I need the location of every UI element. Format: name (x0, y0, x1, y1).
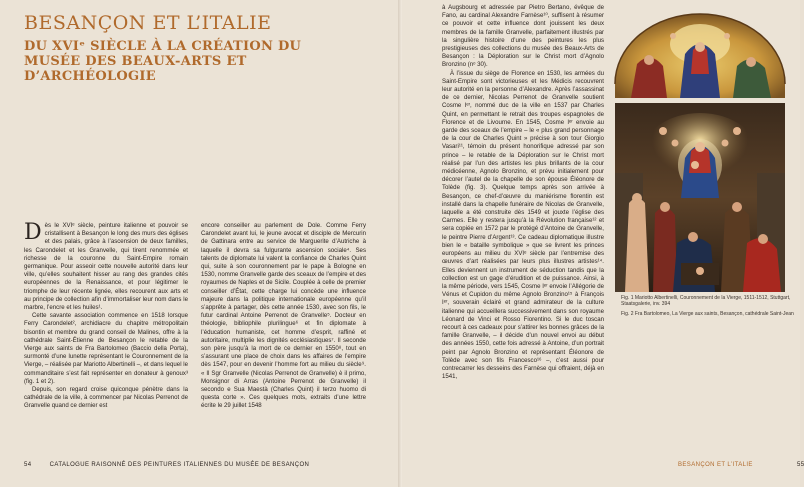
figure-2-altarpiece (615, 103, 785, 292)
paragraph-5: à Augsbourg et adressée par Pietro Bertano, évêque de Fano, au cardinal Alexandre Farnèse¹⁰, suffisent à résumer ce pouvoir et cette influence dont jouissent les deux membres de la famille Granvelle, parfaitement illustrés par la singulière histoire d’une des peintures les plus prestigieuses des collections du musée des Beaux-Arts de Besançon : la Déploration sur le Christ mort d’Agnolo Bronzino (nᵒ 30). (442, 4, 604, 69)
paragraph-1 (24, 222, 188, 312)
drop-cap: D (24, 220, 42, 245)
figure-2-caption: Fig. 2 Fra Bartolomeo, La Vierge aux saints, Besançon, cathédrale Saint-Jean (621, 311, 794, 317)
page-number-left: 54 (24, 462, 32, 468)
paragraph-3: Depuis, son regard croise quiconque pénètre dans la cathédrale de la ville, à commencer par Nicolas Perrenot de Granvelle quand ce dernier est (24, 386, 188, 410)
altarpiece-painting-image (615, 103, 785, 292)
running-title-left: CATALOGUE RAISONNÉ DES PEINTURES ITALIENNES DU MUSÉE DE BESANÇON (49, 462, 310, 468)
figure-1-caption: Fig. 1 Mariotto Albertinelli, Couronnement de la Vierge, 1511-1512, Stuttgart, Staatsgalerie, inv. 394 (621, 295, 791, 308)
left-column-1 (24, 222, 188, 411)
chapter-title: BESANÇON ET L’ITALIE (24, 12, 272, 34)
right-column (442, 4, 604, 381)
folio-left (24, 462, 309, 468)
figure-1-lunette (615, 14, 785, 98)
running-title-right: BESANÇON ET L’ITALIE (678, 462, 753, 468)
left-column-2 (201, 222, 366, 411)
paragraph-6: À l’issue du siège de Florence en 1530, les armées du Saint-Empire sont victorieuses et les Médicis recouvrent leur autorité en la personne d’Alexandre. Après l’assassinat de ce dernier, Nicolas Perrenot de Granvelle soutient Cosme Iᵉʳ, nommé duc de la ville en 1537 par Charles Quint, en permettant le retrait des troupes espagnoles de Florence et de Livourne. En 1545, Cosme Iᵉʳ envoie au garde des sceaux de l’empire – le « plus grand personnage de la cour de Charles Quint » précise à son tour Giorgio Vasari¹¹, témoin du présent honorifique adressé par son prince – le retable de la Déploration sur le Christ mort réalisé par l’un des artistes les plus brillants de la cour médicéenne, Agnolo Bronzino, et prévu initialement pour décorer l’autel de la chapelle de son épouse Éléonore de Tolède (fig. 3). Quelque temps après son arrivée à Besançon, ce chef-d’œuvre du maniérisme florentin est installé dans la chapelle funéraire de Nicolas de Granvelle, laquelle a été construite dès 1549 et jouxte l’église des Carmes. Elle y restera jusqu’à la Révolution française¹² et sera copiée en 1572 par le protégé d’Antoine de Granvelle, le peintre Pierre d’Argent¹³. Ce cadeau diplomatique illustre bien le « bataille symbolique » que se livrent les princes européens au milieu du XVIᵉ siècle par l’entremise des œuvres d’art réalisées par leurs plus illustres artistes¹⁴. Elles deviennent un instrument de séduction tandis que la collection est un gage d’érudition et de puissance. Ainsi, à la même période, vers 1545, Cosme Iᵉʳ envoie l’Allégorie de Vénus et Cupidon du même Agnolo Bronzino¹⁵ à François Iᵉʳ, souverain éclairé et grand admirateur de la culture italienne qui accueillera successivement dans son royaume Léonard de Vinci et Rosso Fiorentino. Si le duc toscan recourt à ces cadeaux pour s’attirer les bonnes grâces de la famille Granvelle, – il décide d’un nouvel envoi au début des années 1550, cette fois adressé à Antoine, d’un portrait peint par Agnolo Bronzino et représentant Éléonore de Tolède avec son fils Francesco¹⁶ –, c’est aussi pour contrecarrer les desseins des Farnèse qui offraient, déjà en 1541, (442, 69, 604, 381)
paragraph-4: encore conseiller au parlement de Dole. Comme Ferry Carondelet avant lui, le jeune avocat et disciple de Mercurin de Gattinara entre au service de Marguerite d’Autriche à laquelle il devra sa fulgurante ascension sociale⁴. Ses talents de diplomate lui valent la confiance de Charles Quint qui, suite à son couronnement par le pape à Bologne en 1530, nomme Granvelle garde des sceaux de l’empire et des royaumes de Naples et de Sicile. Couplée à celle de premier conseiller d’État, cette charge lui concède une influence majeure dans la politique internationale européenne qu’il s’apprête à partager, dès cette année 1530, avec son fils, le futur cardinal Antoine Perrenot de Granvelle⁵. Docteur en théologie, bibliophile plurilingue⁶ et fin diplomate à l’éducation humaniste, cet homme d’esprit, raffiné et autoritaire, multiplie les dignités ecclésiastiques⁷. Il seconde son père jusqu’à la mort de ce dernier en 1550⁸, tout en s’assurant une place de choix dans les affaires de l’empire dès 1547, pour en devenir l’homme fort au milieu du siècle⁹. « Il Sgr Granvelle (Nicolas Perrenot de Granvelle) è il primo, Monsignor di Arras (Antoine Perrenot de Granvelle) il secondo e Sua Maestà (Charles Quint) il terzo huomo di questa corte ». Ces quelques mots, extraits d’une lettre écrite le 29 juillet 1548 (201, 222, 366, 410)
right-page (402, 0, 804, 487)
lunette-painting-image (615, 14, 785, 98)
page-number-right: 55 (796, 462, 804, 468)
chapter-subtitle: DU XVIᵉ SIÈCLE À LA CRÉATION DU MUSÉE DES BEAUX-ARTS ET D’ARCHÉOLOGIE (24, 39, 302, 84)
paragraph-1-text: ès le XVIᵉ siècle, peinture italienne et pouvoir se cristallisent à Besançon le long des murs des églises et des palais, grâce à l’ascension de deux familles, les Carondelet et les Granvelle, qui tirent renommée et richesse de la couronne du Saint-Empire romain germanique. Pour asseoir cette nouvelle autorité dans leur ville, qu’elles souhaitent hisser au rang des grandes cités européennes de la Renaissance, et pour légitimer le triomphe de leur récente lignée, elles recourent aux arts et au principe de collection afin d’immortaliser leur nom dans le marbre, l’encre et les huiles¹. (24, 222, 188, 312)
left-page (0, 0, 398, 487)
folio-right (678, 462, 804, 468)
paragraph-2: Cette savante association commence en 1518 lorsque Ferry Carondelet², archidiacre du chapitre métropolitain bisontin et membre du grand conseil de Malines, offre à la cathédrale Saint-Étienne de Besançon le retable de la Vierge aux saints de Fra Bartolomeo (Baccio della Porta), surmonté d’une lunette représentant le Couronnement de la Vierge, – réalisée par Mariotto Albertinelli –, et dans lequel le commanditaire s’est fait représenter en donateur à genoux³ (fig. 1 et 2). (24, 312, 188, 385)
